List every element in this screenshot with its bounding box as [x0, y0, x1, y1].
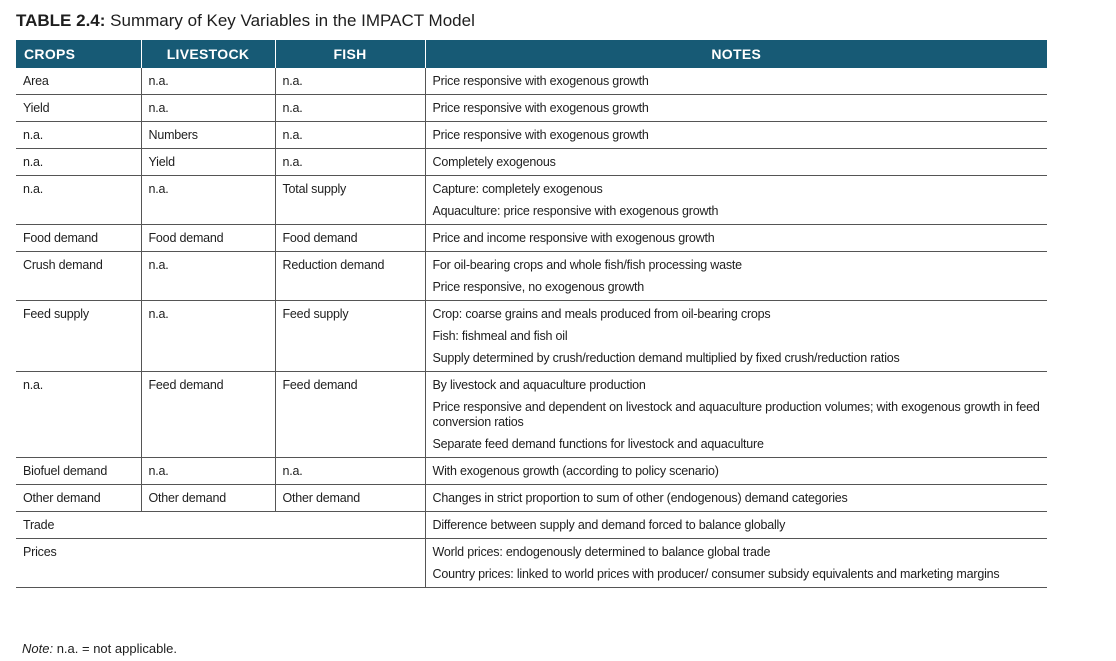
table-row [16, 485, 1047, 512]
header-row [16, 40, 1047, 68]
cell-livestock: n.a. [141, 95, 275, 122]
cell-fish: Feed demand [275, 372, 425, 458]
note-line: Capture: completely exogenous [432, 182, 603, 196]
cell-notes [425, 485, 1047, 512]
cell-livestock: Numbers [141, 122, 275, 149]
cell-crops: Yield [16, 95, 141, 122]
cell-notes [425, 225, 1047, 252]
note-line: Difference between supply and demand forced to balance globally [432, 518, 786, 532]
cell-crops: Crush demand [16, 252, 141, 301]
note-text: n.a. = not applicable. [53, 641, 178, 656]
cell-notes [425, 149, 1047, 176]
cell-notes [425, 372, 1047, 458]
cell-crops: n.a. [16, 176, 141, 225]
note-line: For oil-bearing crops and whole fish/fish processing waste [432, 258, 742, 272]
cell-crops-livestock-fish: Prices [16, 539, 425, 588]
cell-notes [425, 68, 1047, 95]
cell-notes [425, 301, 1047, 372]
cell-livestock: n.a. [141, 68, 275, 95]
note-line: Completely exogenous [432, 155, 556, 169]
header-crops: CROPS [16, 40, 141, 68]
cell-livestock: n.a. [141, 176, 275, 225]
table-row [16, 122, 1047, 149]
table-row [16, 225, 1047, 252]
note-line: Supply determined by crush/reduction demand multiplied by fixed crush/reduction ratios [432, 351, 900, 365]
cell-fish: Other demand [275, 485, 425, 512]
note-label: Note: [22, 641, 54, 656]
cell-notes [425, 512, 1047, 539]
cell-fish: Feed supply [275, 301, 425, 372]
cell-livestock: Feed demand [141, 372, 275, 458]
note-line: Separate feed demand functions for livestock and aquaculture [432, 437, 764, 451]
note-line: Price responsive with exogenous growth [432, 128, 649, 142]
table-row [16, 95, 1047, 122]
cell-livestock: n.a. [141, 301, 275, 372]
table-row [16, 68, 1047, 95]
cell-notes [425, 458, 1047, 485]
note-line: Country prices: linked to world prices with producer/ consumer subsidy equivalents and marketing margins [432, 567, 1000, 581]
note-line: Crop: coarse grains and meals produced from oil-bearing crops [432, 307, 771, 321]
header-notes: NOTES [425, 40, 1047, 68]
cell-fish: n.a. [275, 95, 425, 122]
note-line: Aquaculture: price responsive with exogenous growth [432, 204, 719, 218]
cell-livestock: n.a. [141, 252, 275, 301]
table-caption [16, 10, 1046, 32]
cell-notes [425, 252, 1047, 301]
cell-notes [425, 539, 1047, 588]
cell-livestock: n.a. [141, 458, 275, 485]
cell-notes [425, 95, 1047, 122]
cell-fish: Food demand [275, 225, 425, 252]
cell-crops: n.a. [16, 122, 141, 149]
table-body [16, 68, 1047, 588]
table-row [16, 458, 1047, 485]
header-livestock: LIVESTOCK [141, 40, 275, 68]
cell-crops: Biofuel demand [16, 458, 141, 485]
note-line: With exogenous growth (according to policy scenario) [432, 464, 719, 478]
note-line: Price responsive with exogenous growth [432, 101, 649, 115]
note-line: By livestock and aquaculture production [432, 378, 646, 392]
cell-fish: Reduction demand [275, 252, 425, 301]
cell-crops: Food demand [16, 225, 141, 252]
table-row [16, 301, 1047, 372]
cell-livestock: Yield [141, 149, 275, 176]
table-number: TABLE 2.4: [16, 11, 106, 30]
header-fish: FISH [275, 40, 425, 68]
note-line: Price and income responsive with exogenous growth [432, 231, 715, 245]
cell-livestock: Other demand [141, 485, 275, 512]
cell-crops: Area [16, 68, 141, 95]
table-row [16, 512, 1047, 539]
note-line: Changes in strict proportion to sum of other (endogenous) demand categories [432, 491, 848, 505]
cell-crops: n.a. [16, 372, 141, 458]
note-line: Price responsive, no exogenous growth [432, 280, 644, 294]
note-line: Price responsive with exogenous growth [432, 74, 649, 88]
cell-fish: n.a. [275, 149, 425, 176]
cell-fish: n.a. [275, 458, 425, 485]
table-row [16, 539, 1047, 588]
cell-fish: n.a. [275, 122, 425, 149]
cell-crops: Feed supply [16, 301, 141, 372]
table-row [16, 149, 1047, 176]
table-row [16, 372, 1047, 458]
note-line: Fish: fishmeal and fish oil [432, 329, 568, 343]
cell-crops: Other demand [16, 485, 141, 512]
cell-fish: n.a. [275, 68, 425, 95]
variables-table [16, 40, 1047, 588]
cell-notes [425, 122, 1047, 149]
note-line: World prices: endogenously determined to balance global trade [432, 545, 771, 559]
note-line: Price responsive and dependent on livestock and aquaculture production volumes; with exogenous growth in feed conversion ratios [432, 400, 1040, 429]
table-note [22, 641, 177, 656]
cell-notes [425, 176, 1047, 225]
table-row [16, 176, 1047, 225]
cell-crops-livestock-fish: Trade [16, 512, 425, 539]
cell-fish: Total supply [275, 176, 425, 225]
table-title: Summary of Key Variables in the IMPACT Model [110, 11, 475, 30]
cell-crops: n.a. [16, 149, 141, 176]
table-row [16, 252, 1047, 301]
cell-livestock: Food demand [141, 225, 275, 252]
